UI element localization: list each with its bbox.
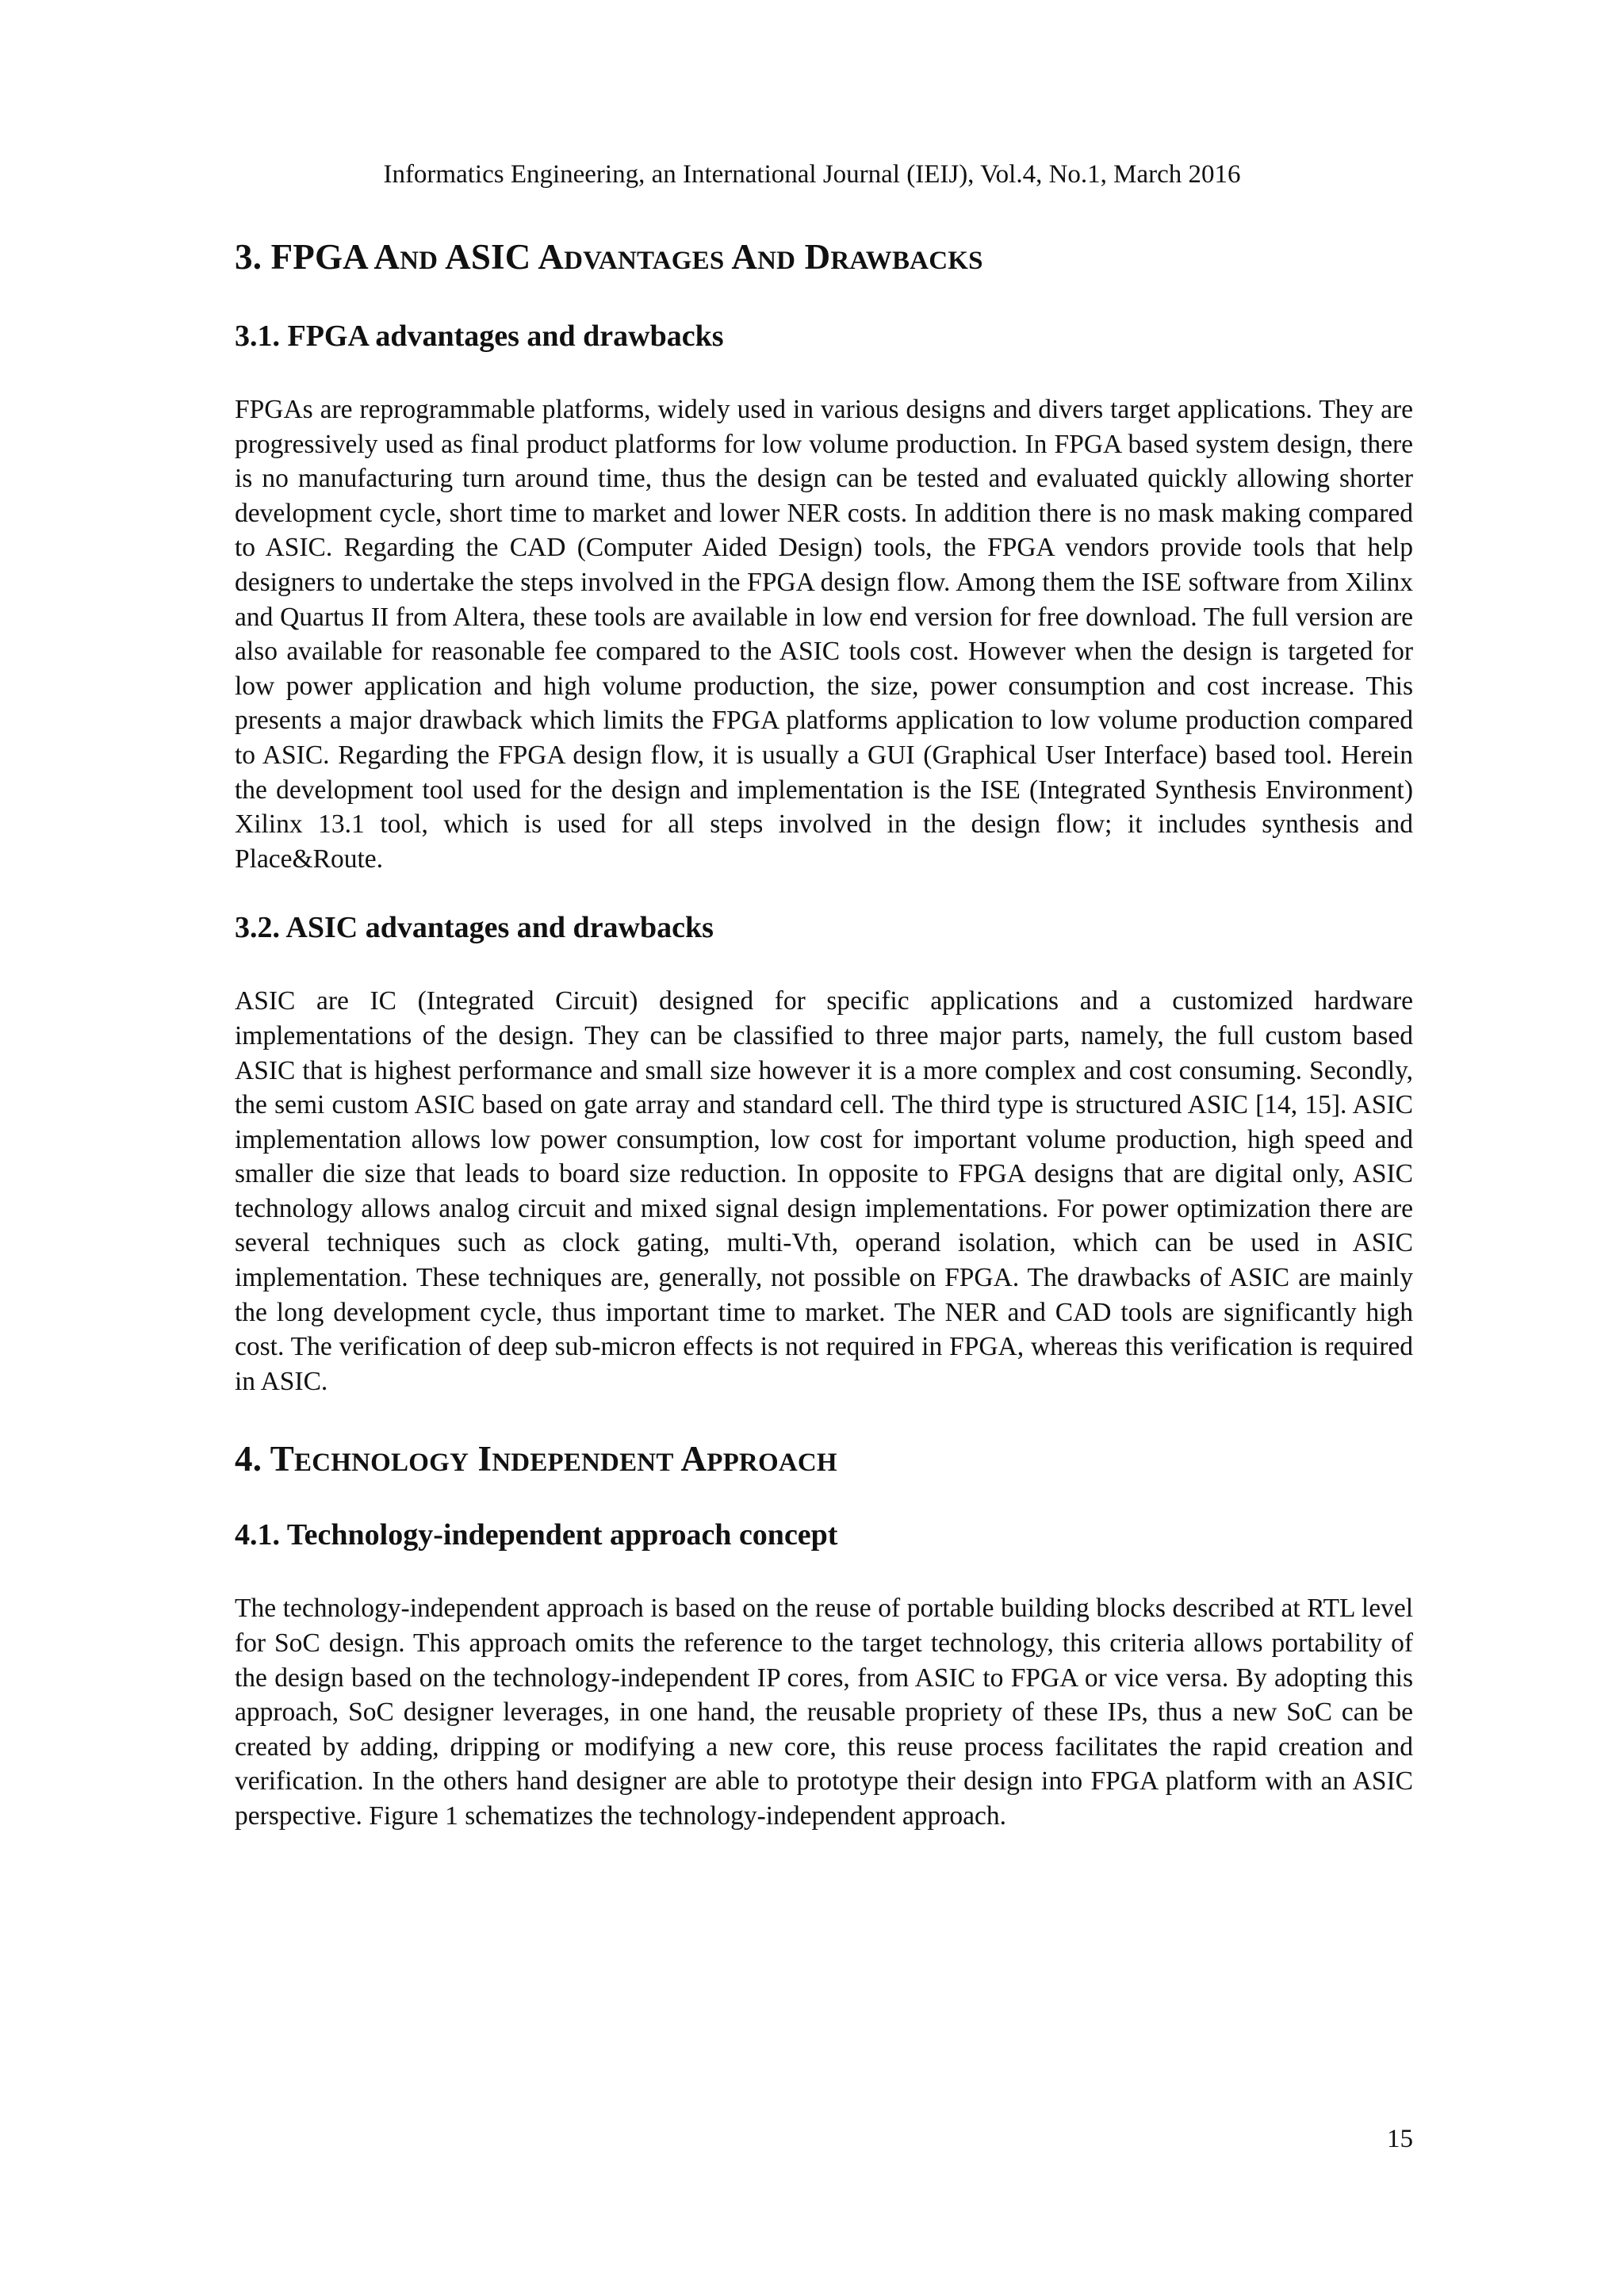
subsection-4-1-paragraph: The technology-independent approach is based on the reuse of portable building blocks described at RTL level for SoC design. This approach omits the reference to the target technology, this criteria allows portability of the design based on the technology-independent IP cores, from ASIC to FPGA or vice versa. By adopting this approach, SoC designer leverages, in one hand, the reusable propriety of these IPs, thus a new SoC can be created by adding, dripping or modifying a new core, this reuse process facilitates the rapid creation and verification. In the others hand designer are able to prototype their design into FPGA platform with an ASIC perspective. Figure 1 schematizes the technology-independent approach. [235, 1594, 1413, 1831]
page-number: 15 [1387, 2125, 1413, 2153]
subsection-3-1-paragraph: FPGAs are reprogrammable platforms, widely used in various designs and divers target applications. They are progressively used as final product platforms for low volume production. In FPGA based system design, there is no manufacturing turn around time, thus the design can be tested and evaluated quickly allowing shorter development cycle, short time to market and lower NER costs. In addition there is no mask making compared to ASIC. Regarding the CAD (Computer Aided Design) tools, the FPGA vendors provide tools that help designers to undertake the steps involved in the FPGA design flow. Among them the ISE software from Xilinx and Quartus II from Altera, these tools are available in low end version for free download. The full version are also available for reasonable fee compared to the ASIC tools cost. However when the design is targeted for low power application and high volume production, the size, power consumption and cost increase. This presents a major drawback which limits the FPGA platforms application to low volume production compared to ASIC. Regarding the FPGA design flow, it is usually a GUI (Graphical User Interface) based tool. Herein the development tool used for the design and implementation is the ISE (Integrated Synthesis Environment) Xilinx 13.1 tool, which is used for all steps involved in the design flow; it includes synthesis and Place&Route. [235, 395, 1413, 874]
subsection-3-1-heading: 3.1. FPGA advantages and drawbacks [235, 320, 724, 353]
section-3-title-part: A [724, 237, 758, 277]
subsection-3-2-heading: 3.2. ASIC advantages and drawbacks [235, 911, 714, 945]
section-4-title-part: T [270, 1439, 295, 1479]
section-4-title-part: NDEPENDENT [492, 1448, 674, 1478]
page-content [235, 235, 1413, 1834]
section-4-number: 4. [235, 1439, 270, 1479]
subsection-3-2-paragraph: ASIC are IC (Integrated Circuit) designed for specific applications and a customized hardware implementations of the design. They can be classified to three major parts, namely, the full custom based ASIC that is highest performance and small size however it is a more complex and cost consuming. Secondly, the semi custom ASIC based on gate array and standard cell. The third type is structured ASIC [14, 15]. ASIC implementation allows low power consumption, low cost for important volume production, high speed and smaller die size that leads to board size reduction. In opposite to FPGA designs that are digital only, ASIC technology allows analog circuit and mixed signal design implementations. For power optimization there are several techniques such as clock gating, multi-Vth, operand isolation, which can be used in ASIC implementation. These techniques are, generally, not possible on FPGA. The drawbacks of ASIC are mainly the long development cycle, thus important time to market. The NER and CAD tools are significantly high cost. The verification of deep sub-micron effects is not required in FPGA, whereas this verification is required in ASIC. [235, 986, 1413, 1396]
section-3-title-part: RAWBACKS [830, 247, 983, 275]
section-4-title-part: I [469, 1439, 492, 1479]
subsection-4-1-heading: 4.1. Technology-independent approach concept [235, 1518, 838, 1552]
section-4-title-part: A [673, 1439, 707, 1479]
section-4-title-part: PPROACH [707, 1448, 837, 1478]
running-header: Informatics Engineering, an International Journal (IEIJ), Vol.4, No.1, March 2016 [383, 160, 1241, 189]
section-3-title-part: ND [400, 247, 439, 275]
section-3-title-part: ND [757, 247, 796, 275]
section-3-number: 3. [235, 237, 271, 277]
section-3-heading [235, 235, 1413, 283]
section-4-heading [235, 1437, 1413, 1485]
section-3-title-part: FPGA A [270, 237, 400, 277]
section-4-title-part: ECHNOLOGY [294, 1448, 469, 1478]
section-3-title-part: DVANTAGES [564, 247, 725, 275]
section-3-title-part: ASIC A [438, 237, 565, 277]
section-3-title-part: D [795, 237, 831, 277]
